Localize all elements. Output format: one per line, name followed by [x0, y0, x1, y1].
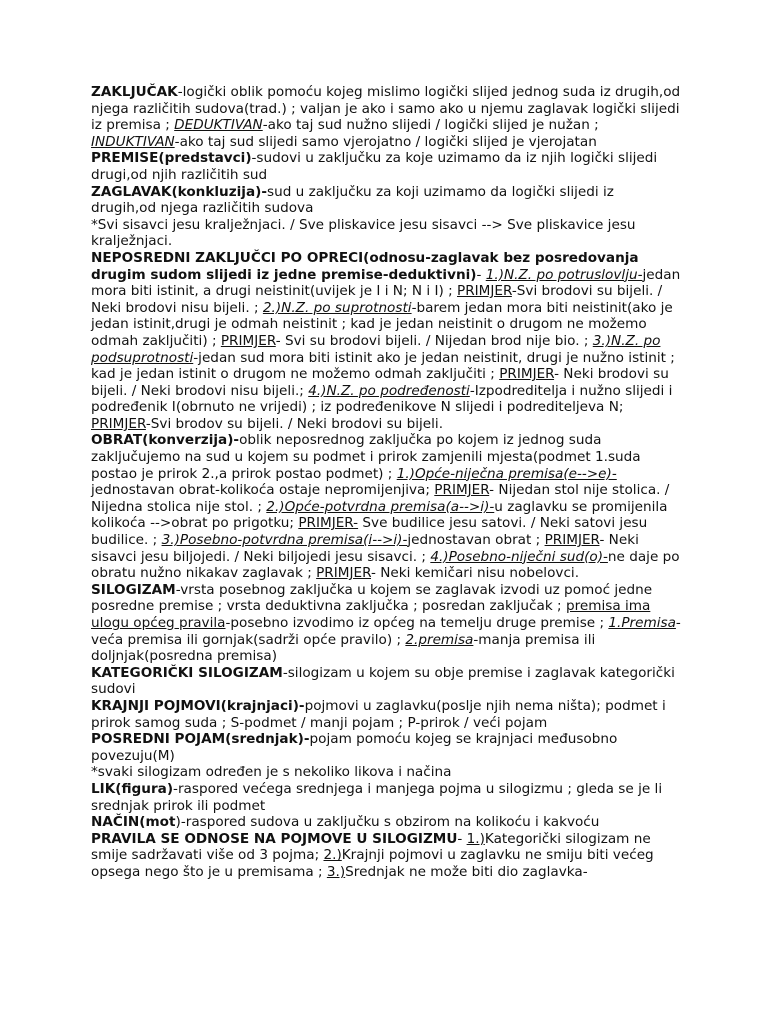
subtype-label: 3.)N.Z. po podsuprotnosti: [91, 332, 661, 366]
text-span: -raspored većega srednjega i manjega pojma u silogizmu ; gleda se je li srednjak prirok ili podmet: [91, 780, 663, 814]
document-page: [91, 84, 683, 881]
text-span: u zaglavku se promijenila kolikoća -->obrat po prigotku;: [91, 498, 668, 532]
subtype-label: 1.Premisa: [608, 615, 676, 631]
paragraph: [91, 814, 683, 831]
text-span: Kategorički silogizam ne smije sadržavati više od 3 pojma;: [91, 830, 651, 864]
text-span: -silogizam u kojem su obje premise i zaglavak kategorički sudovi: [91, 664, 675, 698]
text-span: pojam pomoću kojeg se krajnjaci međusobno povezuju(M): [91, 731, 618, 764]
underlined-label: PRIMJER: [434, 482, 490, 499]
subtype-label: 4.)N.Z. po podređenosti: [308, 382, 470, 399]
term-heading: ZAKLJUČAK: [91, 84, 178, 100]
underlined-label: PRIMJER-: [298, 515, 359, 532]
subtype-label: 2.)Opće-potvrdna premisa(a-->i)-: [266, 498, 495, 515]
underlined-label: PRIMJER: [220, 332, 276, 349]
subtype-label: 1.)N.Z. po potruslovlju-: [485, 266, 643, 283]
text-span: -Svi brodovi su bijeli. / Neki brodovi nisu bijeli. ;: [91, 283, 663, 316]
term-heading: KRAJNJI POJMOVI(krajnjaci)-: [91, 697, 305, 714]
underlined-label: PRIMJER: [544, 532, 600, 549]
text-span: ne daje po obratu nužno nikakav zaglavak ;: [91, 548, 680, 582]
text-span: -: [457, 830, 467, 847]
underlined-label: PRIMJER: [457, 283, 512, 300]
text-span: *Svi sisavci jesu kralježnjaci. / Sve pliskavice jesu sisavci --> Sve pliskavice jesu kralježnjaci.: [91, 216, 636, 250]
underlined-label: 3.): [326, 863, 346, 880]
text-span: -Izpodreditelja i nužno slijedi i podređenik I(obrnuto ne vrijedi) ; iz podređenikove N slijedi i podrediteljeva N;: [91, 382, 673, 416]
term-heading: KATEGORIČKI SILOGIZAM: [91, 664, 283, 681]
term-heading: NAČIN(mot: [91, 814, 176, 831]
text-span: jednostavan obrat ;: [407, 532, 545, 549]
paragraph: [91, 432, 683, 581]
subtype-label: 2.)N.Z. po suprotnosti: [262, 299, 412, 316]
subtype-label: 2.premisa: [405, 631, 474, 648]
text-span: -jedan sud mora biti istinit ako je jedan neistinit, drugi je nužno istinit ; kad je jedan istinit o drugom ne možemo odmah zaključiti ;: [91, 349, 675, 383]
text-span: -barem jedan mora biti neistinit(ako je jedan istinit,drugi je odmah neistinit ; kad je jedan neistinit o drugom ne možemo odmah zaključiti) ;: [91, 299, 673, 349]
paragraph: [91, 698, 683, 731]
text-span: jednostavan obrat-kolikoća ostaje nepromijenjiva;: [91, 482, 435, 499]
paragraph: [91, 250, 683, 433]
text-span: Srednjak ne može biti dio zaglavka-: [345, 863, 588, 880]
text-span: *svaki silogizam određen je s nekoliko likova i načina: [91, 764, 452, 781]
text-span: Krajnji pojmovi u zaglavku ne smiju biti većeg opsega nego što je u premisama ;: [91, 847, 654, 880]
underlined-label: PRIMJER: [499, 366, 555, 383]
paragraph: [91, 184, 683, 217]
paragraph: [91, 84, 683, 150]
text-span: - Neki sisavci jesu biljojedi. / Neki biljojedi jesu sisavci. ;: [91, 532, 639, 565]
paragraph: [91, 781, 683, 814]
text-span: -veća premisa ili gornjak(sadrži opće pravilo) ;: [91, 615, 681, 648]
text-span: )-raspored sudova u zaključku s obzirom na kolikoću i kakvoću: [175, 814, 600, 831]
paragraph: [91, 582, 683, 665]
paragraph: [91, 150, 683, 183]
paragraph: [91, 831, 683, 881]
subtype-label: DEDUKTIVAN: [174, 117, 263, 134]
underlined-label: PRIMJER: [91, 415, 146, 432]
text-span: -vrsta posebnog zaključka u kojem se zaglavak izvodi uz pomoć jedne posredne premise ; vrsta deduktivna zaključka ; posredan zaključak ;: [91, 581, 653, 615]
term-heading: PREMISE(predstavci): [91, 150, 252, 167]
underlined-label: premisa ima ulogu općeg pravila: [91, 598, 651, 631]
paragraph: [91, 217, 683, 250]
text-span: -Svi brodov su bijeli. / Neki brodovi su bijeli.: [145, 415, 444, 432]
paragraph: [91, 665, 683, 698]
text-span: Sve budilice jesu satovi. / Neki satovi jesu budilice. ;: [91, 515, 648, 549]
term-heading: LIK(figura): [91, 780, 174, 797]
text-span: -ako taj sud nužno slijedi / logički slijed je nužan ;: [262, 117, 599, 134]
term-heading: OBRAT(konverzija)-: [91, 432, 240, 449]
text-span: oblik neposrednog zaključka po kojem iz jednog suda zaključujemo na sud u kojem su podmet i prirok zamjenili mjesta(podmet 1.suda postao je prirok 2.,a prirok postao podmet) ;: [91, 432, 641, 482]
underlined-label: 2.): [323, 847, 342, 864]
text-span: -: [476, 266, 486, 283]
term-heading: SILOGIZAM: [91, 581, 176, 598]
text-span: - Neki kemičari nisu nobelovci.: [370, 565, 580, 582]
subtype-label: INDUKTIVAN: [91, 133, 175, 150]
text-span: -posebno izvodimo iz općeg na temelju druge premise ;: [225, 615, 609, 631]
subtype-label: 4.)Posebno-niječni sud(o)-: [430, 548, 608, 565]
paragraph: [91, 731, 683, 764]
text-span: -manja premisa ili doljnjak(posredna premisa): [91, 631, 596, 665]
text-span: sud u zaključku za koji uzimamo da logički slijedi iz drugih,od njega različitih sudova: [91, 183, 614, 217]
term-heading: POSREDNI POJAM(srednjak)-: [91, 731, 310, 748]
term-heading: PRAVILA SE ODNOSE NA POJMOVE U SILOGIZMU: [91, 830, 458, 847]
underlined-label: 1.): [466, 830, 485, 847]
term-heading: ZAGLAVAK(konkluzija)-: [91, 183, 267, 200]
text-span: -ako taj sud slijedi samo vjerojatno / logički slijed je vjerojatan: [174, 133, 597, 150]
text-span: -logički oblik pomoću kojeg mislimo logički slijed jednog suda iz drugih,od njega različitih sudova(trad.) ; valjan je ako i samo ako u njemu zaglavak logički slijedi iz premisa ;: [91, 84, 681, 134]
text-span: - Svi su brodovi bijeli. / Nijedan brod nije bio. ;: [275, 332, 593, 349]
subtype-label: 1.)Opće-niječna premisa(e-->e)-: [396, 465, 617, 482]
text-span: -sudovi u zaključku za koje uzimamo da iz njih logički slijedi drugi,od njih različitih sud: [91, 150, 658, 183]
term-heading: NEPOSREDNI ZAKLJUČCI PO OPRECI(odnosu-zaglavak bez posredovanja drugim sudom slijedi iz jedne premise-deduktivni): [91, 249, 639, 283]
paragraph: [91, 764, 683, 781]
text-span: pojmovi u zaglavku(poslje njih nema ništa); podmet i prirok samog suda ; S-podmet / manji pojam ; P-prirok / veći pojam: [91, 697, 666, 731]
text-span: - Neki brodovi su bijeli. / Neki brodovi nisu bijeli.;: [91, 366, 669, 399]
subtype-label: 3.)Posebno-potvrdna premisa(i-->i)-: [161, 532, 408, 549]
text-span: - Nijedan stol nije stolica. / Nijedna stolica nije stol. ;: [91, 482, 670, 515]
underlined-label: PRIMJER: [316, 565, 371, 582]
text-span: jedan mora biti istinit, a drugi neistinit(uvijek je I i N; N i I) ;: [91, 266, 681, 300]
